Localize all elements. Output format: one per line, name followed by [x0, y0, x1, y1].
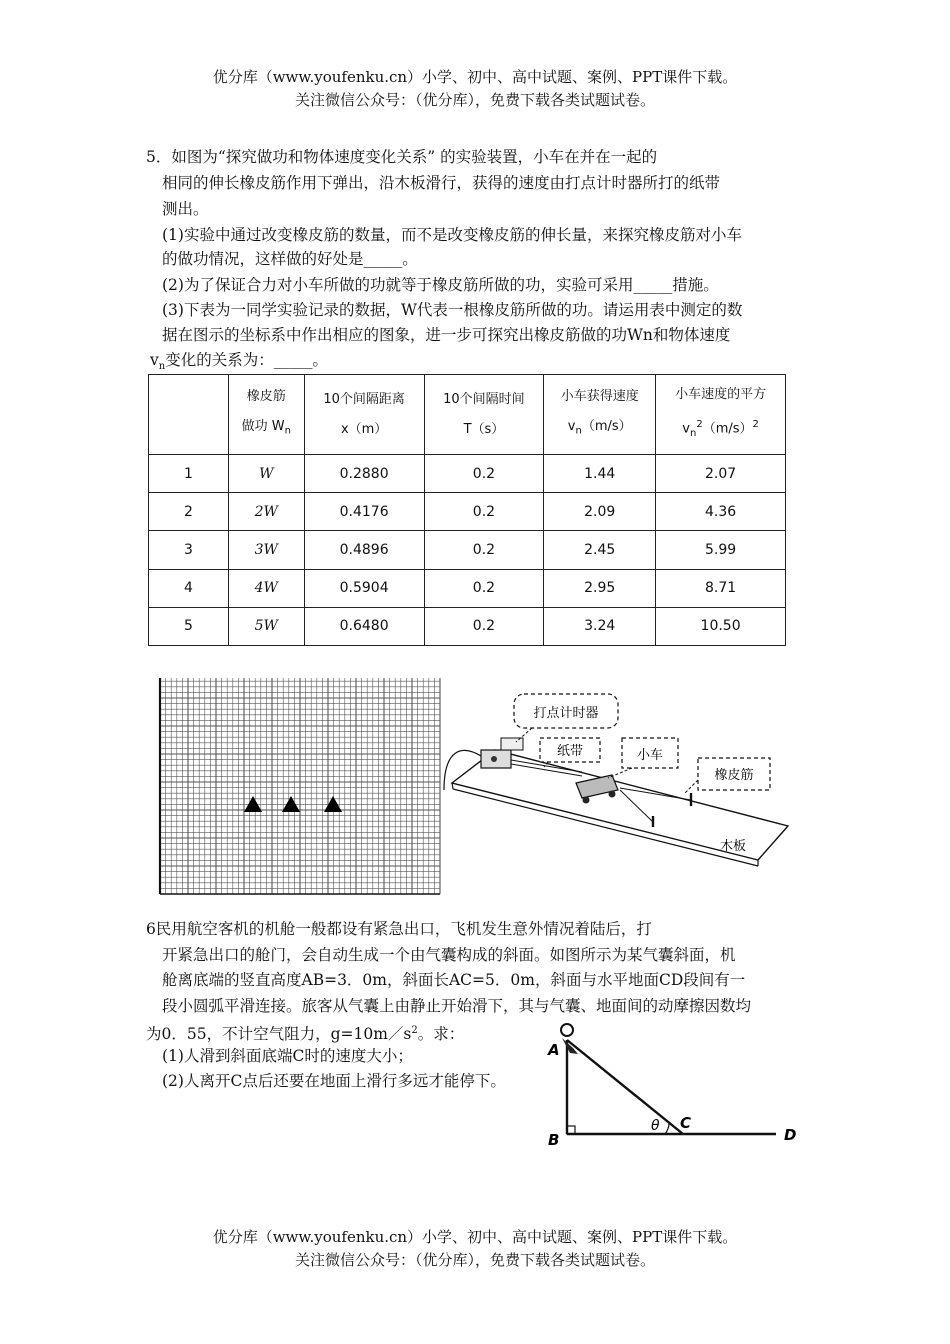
cell-time: 0.2: [424, 607, 544, 645]
q5-part3-line-1: (3)下表为一同学实验记录的数据，W代表一根橡皮筋所做的功。请运用表中测定的数: [162, 301, 743, 319]
q6-line-4: 段小圆弧平滑连接。旅客从气囊上由静止开始滑下，其与气囊、地面间的动摩擦因数均: [162, 997, 752, 1015]
header-index: [149, 375, 229, 455]
header-distance: 10个间隔距离 x（m）: [304, 375, 424, 455]
footer-line-2: 关注微信公众号：（优分库），免费下载各类试题试卷。: [294, 1251, 655, 1269]
cell-speed-squared: 2.07: [656, 455, 786, 493]
table-row: [149, 531, 786, 569]
table-row: [149, 493, 786, 531]
q6-line-3: 舱离底端的竖直高度AB=3．0m，斜面长AC=5．0m，斜面与水平地面CD段间有一: [162, 971, 746, 989]
label-tape: 纸带: [556, 744, 584, 759]
passenger-icon: [561, 1024, 573, 1036]
q5-part3-line-2: 据在图示的坐标系中作出相应的图象，进一步可探究出橡皮筋做的功Wn和物体速度: [162, 326, 731, 344]
cell-time: 0.2: [424, 493, 544, 531]
q5-part3-line-3: $v_n$变化的关系为：_____。: [150, 351, 328, 373]
cell-time: 0.2: [424, 531, 544, 569]
cell-distance: 0.4896: [304, 531, 424, 569]
table-row: [149, 569, 786, 607]
q5-line-2: 相同的伸长橡皮筋作用下弹出，沿木板滑行，获得的速度由打点计时器所打的纸带: [162, 174, 721, 192]
cell-work: 2W: [228, 493, 304, 531]
cell-index: 5: [149, 607, 229, 645]
header-speed: 小车获得速度 $v_n(m/s)$: [544, 375, 656, 455]
header-speed-squared: 小车速度的平方 $v_n^2(m/s)^2$: [656, 375, 786, 455]
cell-speed-squared: 10.50: [656, 607, 786, 645]
cell-speed: 2.95: [544, 569, 656, 607]
footer-line-1: 优分库（www.youfenku.cn）小学、初中、高中试题、案例、PPT课件下载。: [212, 1228, 738, 1246]
triangle-mark-icon: [282, 796, 300, 812]
label-D: D: [784, 1126, 797, 1144]
cell-speed-squared: 5.99: [656, 531, 786, 569]
q5-part1-line-2: 的做功情况，这样做的好处是_____。: [162, 250, 418, 268]
q5-line-1: 5．如图为“探究做功和物体速度变化关系” 的实验装置，小车在并在一起的: [146, 148, 658, 166]
label-board: 木板: [720, 839, 747, 854]
cell-time: 0.2: [424, 569, 544, 607]
table-header-row: [149, 375, 786, 455]
cell-speed-squared: 4.36: [656, 493, 786, 531]
q6-line-1: 6民用航空客机的机舱一般都设有紧急出口，飞机发生意外情况着陆后，打: [146, 920, 652, 938]
cell-speed: 2.45: [544, 531, 656, 569]
q6-line-5: 为0．55，不计空气阻力，$g=10m/s^2$。求：: [146, 1025, 465, 1044]
q6-part1: (1)人滑到斜面底端C时的速度大小；: [162, 1047, 413, 1065]
label-theta: θ: [651, 1118, 660, 1134]
cell-index: 3: [149, 531, 229, 569]
cell-work: 4W: [228, 569, 304, 607]
cell-distance: 0.6480: [304, 607, 424, 645]
apparatus-diagram: [436, 680, 808, 868]
incline-diagram: [540, 1022, 810, 1150]
graph-paper: [150, 672, 445, 898]
q6-line-2: 开紧急出口的舱门，会自动生成一个由气囊构成的斜面。如图所示为某气囊斜面，机: [162, 946, 736, 964]
cell-speed: 2.09: [544, 493, 656, 531]
label-timer: 打点计时器: [533, 706, 599, 721]
cell-speed-squared: 8.71: [656, 569, 786, 607]
cell-speed: 1.44: [544, 455, 656, 493]
label-C: C: [680, 1114, 692, 1132]
cell-work: 3W: [228, 531, 304, 569]
header-line-2: 关注微信公众号：（优分库），免费下载各类试题试卷。: [294, 91, 655, 109]
cell-work: 5W: [228, 607, 304, 645]
cell-index: 4: [149, 569, 229, 607]
cell-index: 1: [149, 455, 229, 493]
label-cart: 小车: [636, 748, 664, 763]
table-row: [149, 455, 786, 493]
cell-distance: 0.5904: [304, 569, 424, 607]
label-rubber-band: 橡皮筋: [714, 768, 754, 783]
header-line-1: 优分库（www.youfenku.cn）小学、初中、高中试题、案例、PPT课件下载。: [212, 68, 738, 86]
label-A: A: [548, 1041, 560, 1059]
q5-line-3: 测出。: [162, 200, 209, 218]
q6-part2: (2)人离开C点后还要在地面上滑行多远才能停下。: [162, 1072, 506, 1090]
cell-speed: 3.24: [544, 607, 656, 645]
table-row: [149, 607, 786, 645]
cell-index: 2: [149, 493, 229, 531]
q5-part1-line-1: (1)实验中通过改变橡皮筋的数量，而不是改变橡皮筋的伸长量，来探究橡皮筋对小车: [162, 226, 742, 244]
cell-distance: 0.4176: [304, 493, 424, 531]
q5-part2: (2)为了保证合力对小车所做的功就等于橡皮筋所做的功，实验可采用_____措施。: [162, 276, 719, 294]
label-B: B: [548, 1131, 560, 1149]
cell-distance: 0.2880: [304, 455, 424, 493]
cell-time: 0.2: [424, 455, 544, 493]
header-work: 橡皮筋 做功 $W_n$: [228, 375, 304, 455]
cell-work: W: [228, 455, 304, 493]
data-table: [148, 374, 786, 646]
header-time: 10个间隔时间 T（s）: [424, 375, 544, 455]
triangle-mark-icon: [244, 796, 262, 812]
